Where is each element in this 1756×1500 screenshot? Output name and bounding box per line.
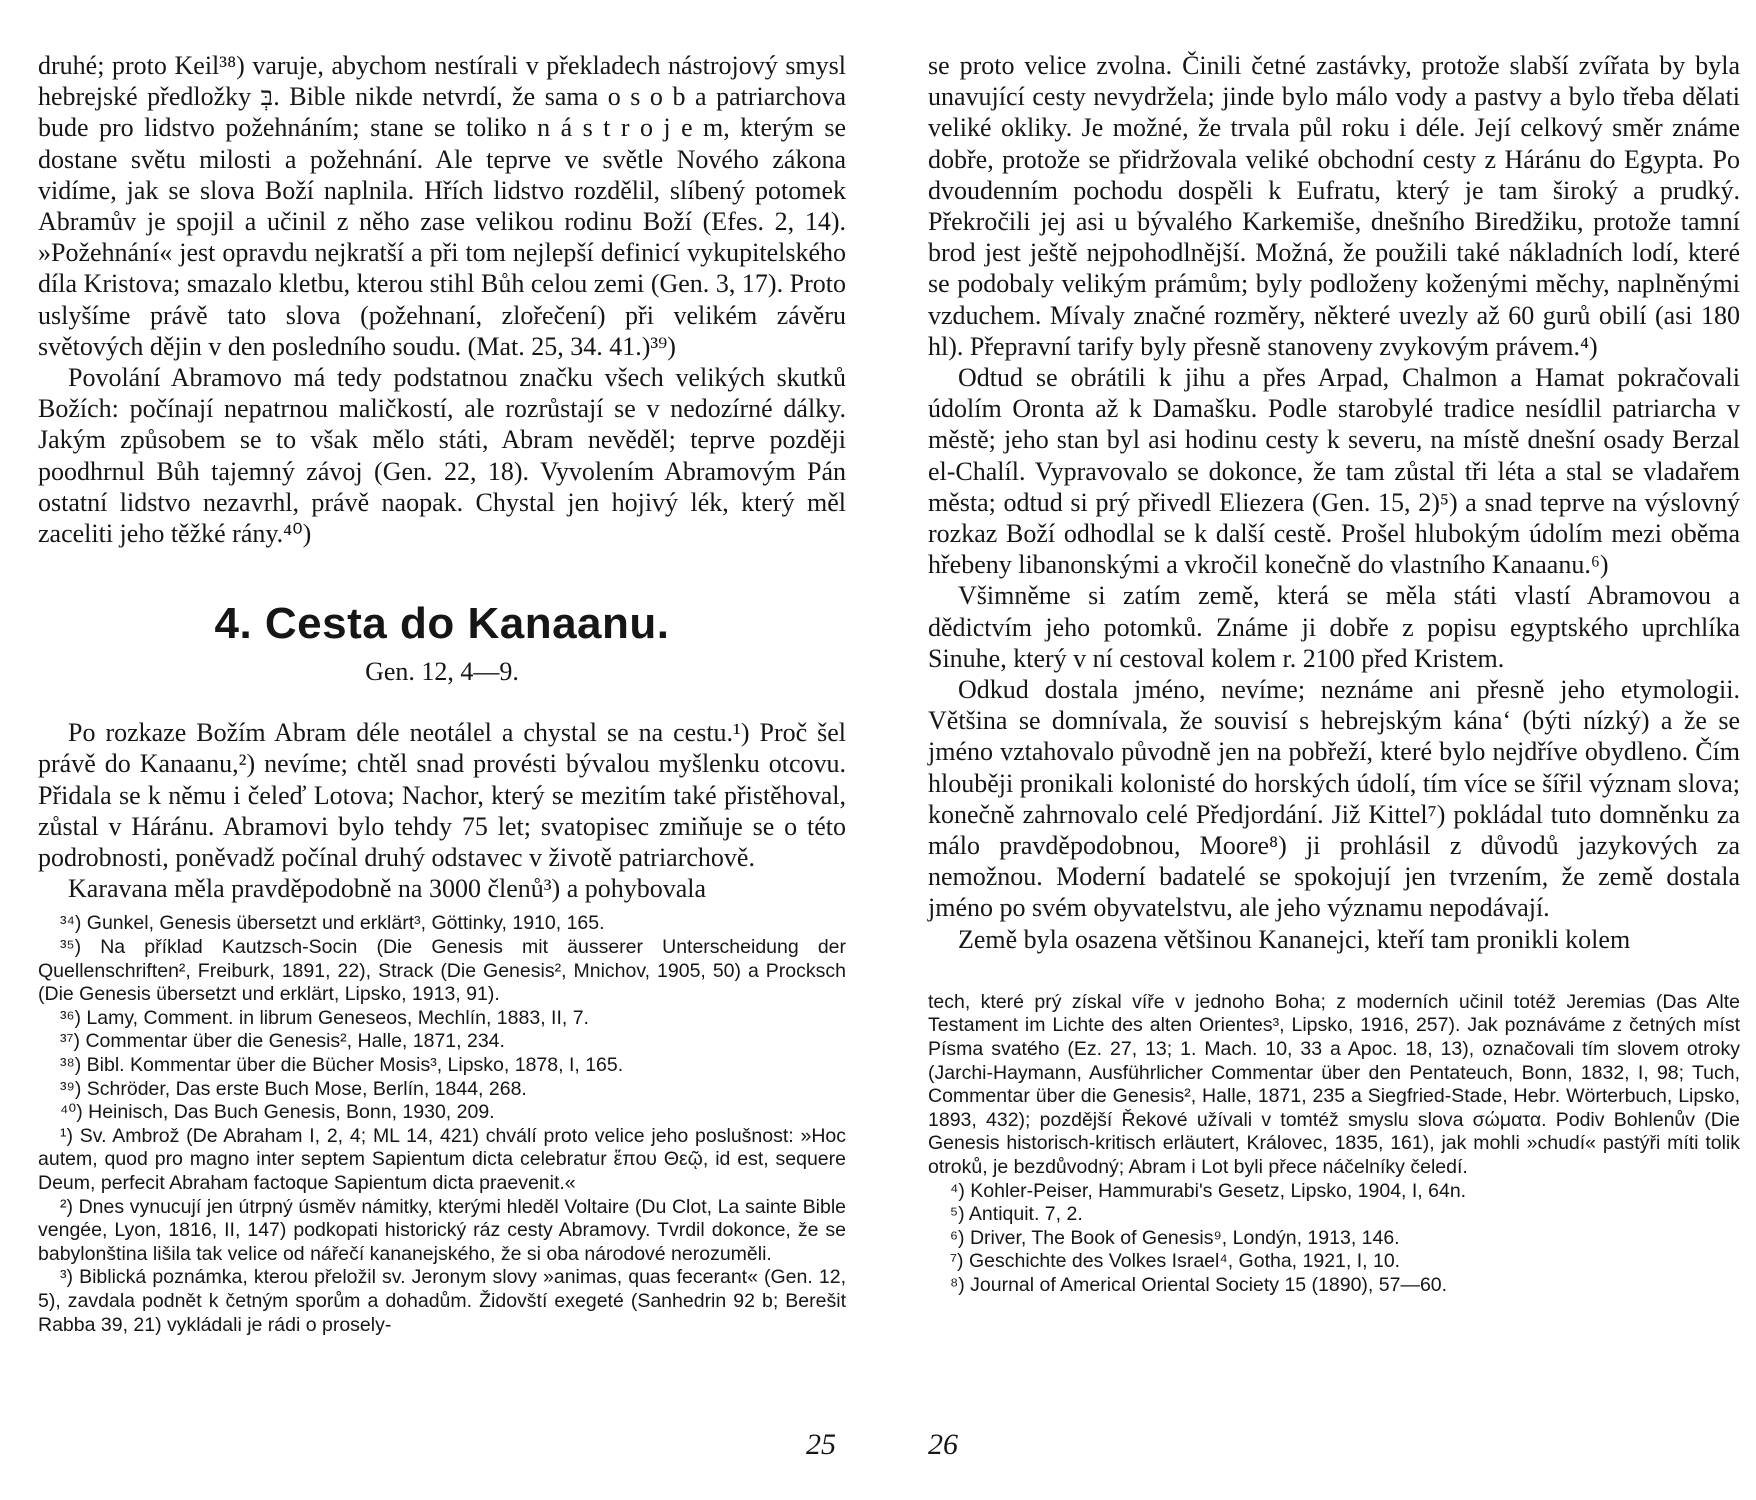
chapter-title: 4. Cesta do Kanaanu. bbox=[214, 599, 670, 649]
page-number: 25 bbox=[806, 1428, 836, 1461]
footnote: ⁷) Geschichte des Volkes Israel⁴, Gotha, 1921, I, 10. bbox=[950, 1250, 1401, 1273]
footnote: ³⁶) Lamy, Comment. in librum Geneseos, Mechlín, 1883, II, 7. bbox=[60, 1006, 589, 1029]
footnote: ³⁸) Bibl. Kommentar über die Bücher Mosis³, Lipsko, 1878, I, 165. bbox=[60, 1054, 624, 1077]
footnote: ³⁹) Schröder, Das erste Buch Mose, Berlín, 1844, 268. bbox=[60, 1077, 527, 1100]
footnote: ²) Dnes vynucují jen útrpný úsměv námitky, kterými hleděl Voltaire (Du Clot, La sainte Bible vengée, Lyon, 1816, II, 147) podkopati historický ráz cesty Abramovy. Tvrdil dokonce, že se babylonština lišila tak velice od nářečí kananejského, že si oba národové nerozuměli. bbox=[38, 1195, 846, 1265]
footnote: ⁴⁰) Heinisch, Das Buch Genesis, Bonn, 1930, 209. bbox=[60, 1101, 495, 1124]
right-body-text bbox=[928, 50, 1740, 955]
footnote: ³) Biblická poznámka, kterou přeložil sv. Jeronym slovy »animas, quas fecerant« (Gen. 12, 5), zavdala podnět k četným sporům a dohadům. Židovští exegeté (Sanhedrin 92 b; Berešit Rabba 39, 21) vykládali je rádi o prosely- bbox=[38, 1266, 846, 1336]
footnote: ⁶) Driver, The Book of Genesis⁹, Londýn, 1913, 146. bbox=[950, 1226, 1400, 1249]
left-footnotes bbox=[38, 912, 846, 1337]
footnote: ³⁴) Gunkel, Genesis übersetzt und erklärt³, Göttinky, 1910, 165. bbox=[60, 912, 605, 935]
footnote: tech, které prý získal víře v jednoho Boha; z moderních učinil totéž Jeremias (Das Alte Testament im Lichte des alten Orientes³, Lipsko, 1916, 257). Jak poznáváme z četných míst Písma svatého (Ez. 27, 13; 1. Mach. 10, 33 a Apoc. 18, 13), označovali tím slovem otroky (Jarchi-Haymann, Ausführlicher Commentar über den Pentateuch, Bonn, 1832, I, 98; Tuch, Commentar über die Genesis², Halle, 1871, 235 a Siegfried-Stade, Hebr. Wörterbuch, Lipsko, 1893, 432); pozdější Řekové užívali v tomtéž smyslu slova σώματα. Podiv Bohlenův (Die Genesis historisch-kritisch erläutert, Královec, 1835, 161), jak mohli »chudí« pastýři míti tolik otroků, je bezdůvodný; Abram i Lot byli přece náčelníky čeledí. bbox=[928, 990, 1740, 1179]
footnote: ⁸) Journal of Americal Oriental Society 15 (1890), 57—60. bbox=[950, 1274, 1448, 1297]
paragraph: Karavana měla pravděpodobně na 3000 členů³) a pohybovala bbox=[68, 874, 707, 904]
page-number: 26 bbox=[928, 1428, 958, 1461]
footnote: ⁴) Kohler-Peiser, Hammurabi's Gesetz, Lipsko, 1904, I, 64n. bbox=[950, 1179, 1467, 1202]
left-body-text bbox=[38, 50, 846, 549]
paragraph: Povolání Abramovo má tedy podstatnou značku všech velikých skutků Božích: počínají nepatrnou maličkostí, ale rozrůstají se v nedozírné dálky. Jakým způsobem se to však mělo státi, Abram nevěděl; teprve později poodhrnul Bůh tajemný závoj (Gen. 22, 18). Vyvolením Abramovým Pán ostatní lidstvo nezavrhl, právě naopak. Chystal jen hojivý lék, který měl zaceliti jeho těžké rány.⁴⁰) bbox=[38, 363, 846, 549]
footnote: ⁵) Antiquit. 7, 2. bbox=[950, 1203, 1083, 1226]
paragraph: Země byla osazena většinou Kananejci, kteří tam pronikli kolem bbox=[958, 924, 1631, 954]
chapter-body-text bbox=[38, 717, 846, 904]
footnote: ³⁷) Commentar über die Genesis², Halle, 1871, 234. bbox=[60, 1030, 505, 1053]
chapter-reference: Gen. 12, 4—9. bbox=[365, 657, 519, 687]
paragraph: Odtud se obrátili k jihu a přes Arpad, Chalmon a Hamat pokračovali údolím Oronta až k Damašku. Podle starobylé tradice nesídlil patriarcha v městě; jeho stan byl asi hodinu cesty k severu, na místě dnešní osady Berzal el-Chalíl. Vypravovalo se dokonce, že tam zůstal tři léta a stal se vladařem města; odtud si prý přivedl Eliezera (Gen. 15, 2)⁵) a snad teprve na výslovný rozkaz Boží odhodlal se k další cestě. Prošel hlubokým údolím mezi oběma hřebeny libanonskými a vkročil konečně do vlastního Kanaanu.⁶) bbox=[928, 363, 1740, 580]
paragraph: Po rozkaze Božím Abram déle neotálel a chystal se na cestu.¹) Proč šel právě do Kanaanu,²) nevíme; chtěl snad provésti bývalou myšlenku otcovu. Přidala se k němu i čeleď Lotova; Nachor, který se mezitím také přistěhoval, zůstal v Háránu. Abramovi bylo tehdy 75 let; svatopisec zmiňuje se o této podrobnosti, poněvadž počínal druhý odstavec v životě patriarchově. bbox=[38, 718, 846, 873]
paragraph: se proto velice zvolna. Činili četné zastávky, protože slabší zvířata by byla unavující cesty nevydržela; jinde bylo málo vody a pastvy a bylo třeba dělati veliké okliky. Je možné, že trvala půl roku i déle. Její celkový směr známe dobře, protože se přidržovala veliké obchodní cesty z Háránu do Egypta. Po dvoudenním pochodu dospěli k Eufratu, který je tam široký a prudký. Překročili jej asi u bývalého Karkemiše, dnešního Biredžiku, protože tamní brod jest ještě nejpohodlnější. Možná, že použili také nákladních lodí, které se podobaly velikým prámům; byly podloženy koženými měchy, naplněnými vzduchem. Mívaly značné rozměry, některé uvezly až 60 gurů obilí (asi 180 hl). Přepravní tarify byly přesně stanoveny zvykovým právem.⁴) bbox=[928, 51, 1740, 361]
right-footnotes bbox=[928, 991, 1740, 1298]
footnote: ³⁵) Na příklad Kautzsch-Socin (Die Genesis mit äusserer Unterscheidung der Quellenschriften², Freiburk, 1891, 22), Strack (Die Genesis², Mnichov, 1905, 50) a Procksch (Die Genesis übersetzt und erklärt, Lipsko, 1913, 91). bbox=[38, 936, 846, 1006]
right-page bbox=[928, 50, 1740, 1470]
paragraph: Všimněme si zatím země, která se měla státi vlastí Abramovou a dědictvím jeho potomků. Známe ji dobře z popisu egyptského uprchlíka Sinuhe, který v ní cestoval kolem r. 2100 před Kristem. bbox=[928, 581, 1740, 673]
footnote: ¹) Sv. Ambrož (De Abraham I, 2, 4; ML 14, 421) chválí proto velice jeho poslušnost: »Hoc autem, quod pro magno inter septem Sapientum dicta celebratur ἕπου Θεῷ, id est, sequere Deum, perfecit Abraham factoque Sapientum dicta praevenit.« bbox=[38, 1124, 846, 1194]
left-page bbox=[38, 50, 846, 1470]
paragraph: Odkud dostala jméno, nevíme; neznáme ani přesně jeho etymologii. Většina se domnívala, že souvisí s hebrejským kána‘ (býti nízký) a že se jméno vztahovalo původně jen na pobřeží, které bylo nejdříve obydleno. Čím hlouběji pronikali kolonisté do horských údolí, tím více se šířil význam slova; konečně zahrnovalo celé Předjordání. Již Kittel⁷) pokládal tuto domněnku za málo pravděpodobnou, Moore⁸) ji prohlásil z důvodů jazykových za nemožnou. Moderní badatelé se spokojují jen tvrzením, že země dostala jméno po svém obyvatelstvu, ale jeho významu nepodávají. bbox=[928, 675, 1740, 923]
paragraph: druhé; proto Keil³⁸) varuje, abychom nestírali v překladech nástrojový smysl hebrejské předložky בְּ. Bible nikde netvrdí, že sama o s o b a patriarchova bude pro lidstvo požehnáním; stane se toliko n á s t r o j e m, kterým se dostane světu milosti a požehnání. Ale teprve ve světle Nového zákona vidíme, jak se slova Boží naplnila. Hřích lidstvo rozdělil, slíbený potomek Abramův je spojil a učinil z něho zase velikou rodinu Boží (Efes. 2, 14). »Požehnání« jest opravdu nejkratší a při tom nejlepší definicí vykupitelského díla Kristova; smazalo kletbu, kterou stihl Bůh celou zemi (Gen. 3, 17). Proto uslyšíme právě tato slova (požehnaní, zlořečení) při velikém závěru světových dějin v den posledního soudu. (Mat. 25, 34. 41.)³⁹) bbox=[38, 51, 846, 361]
